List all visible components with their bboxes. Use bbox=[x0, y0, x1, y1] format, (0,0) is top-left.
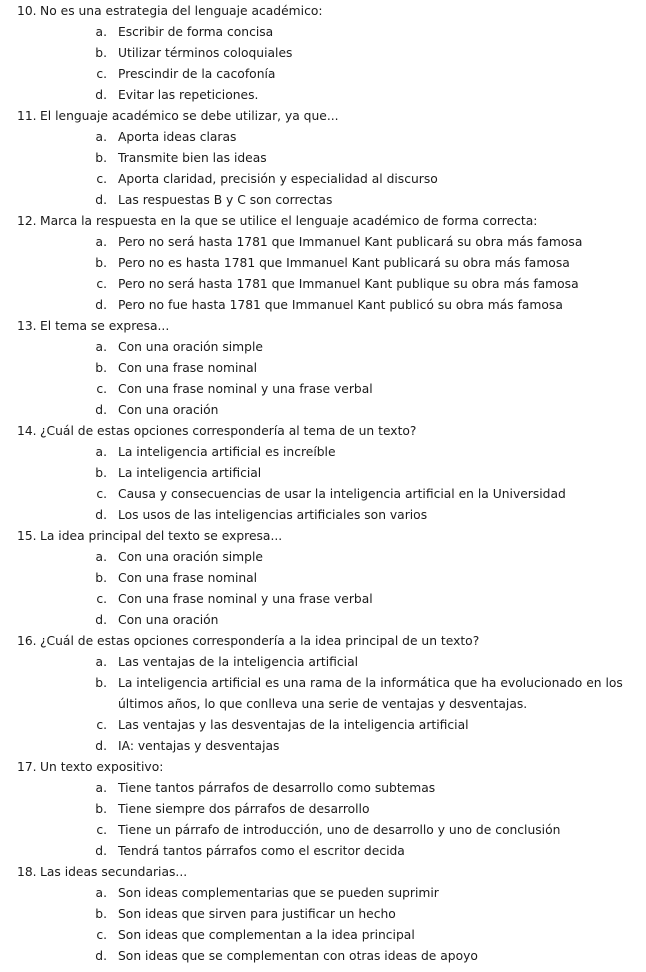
answer-option bbox=[0, 799, 646, 820]
option-letter: d. bbox=[95, 613, 107, 627]
question-heading bbox=[0, 526, 646, 547]
option-letter: b. bbox=[95, 151, 107, 165]
question-heading bbox=[0, 1, 646, 22]
answer-option bbox=[0, 358, 646, 379]
answer-option bbox=[0, 442, 646, 463]
option-letter: b. bbox=[95, 466, 107, 480]
option-letter: a. bbox=[95, 25, 107, 39]
answer-option bbox=[0, 652, 646, 673]
question-heading bbox=[0, 757, 646, 778]
question-text: ¿Cuál de estas opciones correspondería al tema de un texto? bbox=[40, 424, 417, 438]
option-text: La inteligencia artificial es increíble bbox=[118, 445, 336, 459]
question-block bbox=[0, 316, 646, 421]
option-text: Con una oración bbox=[118, 403, 219, 417]
question-text: No es una estrategia del lenguaje académico: bbox=[40, 4, 323, 18]
question-block bbox=[0, 862, 646, 967]
question-block bbox=[0, 106, 646, 211]
option-text: Pero no es hasta 1781 que Immanuel Kant publicará su obra más famosa bbox=[118, 256, 570, 270]
option-letter: d. bbox=[95, 298, 107, 312]
option-letter: a. bbox=[95, 886, 107, 900]
option-text: La inteligencia artificial bbox=[118, 466, 262, 480]
option-letter: a. bbox=[95, 445, 107, 459]
option-text: Son ideas complementarias que se pueden suprimir bbox=[118, 886, 439, 900]
option-letter: d. bbox=[95, 193, 107, 207]
option-letter: c. bbox=[96, 592, 107, 606]
answer-option bbox=[0, 379, 646, 400]
question-number: 15. bbox=[17, 529, 37, 543]
answer-option bbox=[0, 463, 646, 484]
option-text: Las ventajas y las desventajas de la inteligencia artificial bbox=[118, 718, 469, 732]
option-letter: a. bbox=[95, 130, 107, 144]
answer-option bbox=[0, 148, 646, 169]
question-block bbox=[0, 211, 646, 316]
answer-option bbox=[0, 883, 646, 904]
option-text: Con una frase nominal bbox=[118, 361, 258, 375]
option-letter: a. bbox=[95, 550, 107, 564]
answer-option bbox=[0, 568, 646, 589]
question-block bbox=[0, 631, 646, 757]
option-letter: b. bbox=[95, 907, 107, 921]
question-text: El tema se expresa... bbox=[40, 319, 170, 333]
question-heading bbox=[0, 631, 646, 652]
option-text: Tiene un párrafo de introducción, uno de desarrollo y uno de conclusión bbox=[118, 823, 561, 837]
answer-option bbox=[0, 673, 646, 715]
answer-option bbox=[0, 190, 646, 211]
question-text: El lenguaje académico se debe utilizar, ya que... bbox=[40, 109, 339, 123]
option-text: Las respuestas B y C son correctas bbox=[118, 193, 333, 207]
answer-option bbox=[0, 505, 646, 526]
option-text: Evitar las repeticiones. bbox=[118, 88, 259, 102]
question-number: 14. bbox=[17, 424, 37, 438]
question-number: 13. bbox=[17, 319, 37, 333]
answer-option bbox=[0, 925, 646, 946]
answer-option bbox=[0, 337, 646, 358]
option-letter: c. bbox=[96, 172, 107, 186]
option-letter: c. bbox=[96, 718, 107, 732]
option-letter: b. bbox=[95, 676, 107, 690]
question-number: 18. bbox=[17, 865, 37, 879]
option-text: Los usos de las inteligencias artificiales son varios bbox=[118, 508, 428, 522]
answer-option bbox=[0, 820, 646, 841]
answer-option bbox=[0, 232, 646, 253]
option-text: Con una frase nominal y una frase verbal bbox=[118, 382, 373, 396]
option-text: Pero no fue hasta 1781 que Immanuel Kant publicó su obra más famosa bbox=[118, 298, 563, 312]
answer-option bbox=[0, 484, 646, 505]
option-letter: b. bbox=[95, 361, 107, 375]
option-letter: b. bbox=[95, 256, 107, 270]
option-letter: c. bbox=[96, 487, 107, 501]
option-letter: d. bbox=[95, 844, 107, 858]
question-text: Marca la respuesta en la que se utilice el lenguaje académico de forma correcta: bbox=[40, 214, 538, 228]
option-text: Aporta claridad, precisión y especialidad al discurso bbox=[118, 172, 438, 186]
option-letter: c. bbox=[96, 277, 107, 291]
option-text: Transmite bien las ideas bbox=[118, 151, 267, 165]
option-letter: d. bbox=[95, 949, 107, 963]
option-letter: d. bbox=[95, 508, 107, 522]
question-text: Un texto expositivo: bbox=[40, 760, 164, 774]
answer-option bbox=[0, 85, 646, 106]
option-text: Las ventajas de la inteligencia artificial bbox=[118, 655, 359, 669]
question-block bbox=[0, 1, 646, 106]
option-text: Son ideas que sirven para justificar un hecho bbox=[118, 907, 396, 921]
answer-option bbox=[0, 589, 646, 610]
option-text: Tendrá tantos párrafos como el escritor decida bbox=[118, 844, 405, 858]
answer-option bbox=[0, 169, 646, 190]
question-block bbox=[0, 421, 646, 526]
answer-option bbox=[0, 400, 646, 421]
option-text: Tiene siempre dos párrafos de desarrollo bbox=[118, 802, 370, 816]
option-text: Son ideas que complementan a la idea principal bbox=[118, 928, 415, 942]
option-text: Aporta ideas claras bbox=[118, 130, 237, 144]
question-number: 11. bbox=[17, 109, 37, 123]
question-text: La idea principal del texto se expresa... bbox=[40, 529, 283, 543]
question-heading bbox=[0, 421, 646, 442]
option-text: La inteligencia artificial es una rama de la informática que ha evolucionado en los últimos años, lo que conlleva una serie de ventajas y desventajas. bbox=[118, 676, 623, 711]
option-text: Utilizar términos coloquiales bbox=[118, 46, 293, 60]
question-number: 16. bbox=[17, 634, 37, 648]
option-letter: b. bbox=[95, 46, 107, 60]
answer-option bbox=[0, 64, 646, 85]
answer-option bbox=[0, 904, 646, 925]
answer-option bbox=[0, 295, 646, 316]
option-text: Tiene tantos párrafos de desarrollo como subtemas bbox=[118, 781, 436, 795]
answer-option bbox=[0, 127, 646, 148]
option-text: Causa y consecuencias de usar la inteligencia artificial en la Universidad bbox=[118, 487, 566, 501]
option-letter: c. bbox=[96, 823, 107, 837]
option-text: Con una oración bbox=[118, 613, 219, 627]
question-number: 17. bbox=[17, 760, 37, 774]
answer-option bbox=[0, 43, 646, 64]
question-block bbox=[0, 526, 646, 631]
option-letter: d. bbox=[95, 739, 107, 753]
answer-option bbox=[0, 715, 646, 736]
option-text: Pero no será hasta 1781 que Immanuel Kant publique su obra más famosa bbox=[118, 277, 579, 291]
question-number: 10. bbox=[17, 4, 37, 18]
option-text: Prescindir de la cacofonía bbox=[118, 67, 276, 81]
answer-option bbox=[0, 610, 646, 631]
option-letter: a. bbox=[95, 781, 107, 795]
option-letter: a. bbox=[95, 235, 107, 249]
option-text: IA: ventajas y desventajas bbox=[118, 739, 280, 753]
answer-option bbox=[0, 274, 646, 295]
question-block bbox=[0, 757, 646, 862]
option-text: Son ideas que se complementan con otras ideas de apoyo bbox=[118, 949, 478, 963]
option-letter: a. bbox=[95, 340, 107, 354]
answer-option bbox=[0, 946, 646, 967]
option-text: Pero no será hasta 1781 que Immanuel Kant publicará su obra más famosa bbox=[118, 235, 583, 249]
question-number: 12. bbox=[17, 214, 37, 228]
question-heading bbox=[0, 862, 646, 883]
option-text: Con una frase nominal bbox=[118, 571, 258, 585]
option-letter: b. bbox=[95, 802, 107, 816]
answer-option bbox=[0, 736, 646, 757]
question-text: Las ideas secundarias... bbox=[40, 865, 188, 879]
question-heading bbox=[0, 316, 646, 337]
answer-option bbox=[0, 841, 646, 862]
option-letter: d. bbox=[95, 88, 107, 102]
option-letter: c. bbox=[96, 67, 107, 81]
answer-option bbox=[0, 778, 646, 799]
option-text: Con una frase nominal y una frase verbal bbox=[118, 592, 373, 606]
question-text: ¿Cuál de estas opciones correspondería a la idea principal de un texto? bbox=[40, 634, 480, 648]
answer-option bbox=[0, 547, 646, 568]
answer-option bbox=[0, 253, 646, 274]
answer-option bbox=[0, 22, 646, 43]
option-letter: c. bbox=[96, 928, 107, 942]
question-heading bbox=[0, 106, 646, 127]
option-letter: d. bbox=[95, 403, 107, 417]
option-letter: a. bbox=[95, 655, 107, 669]
option-text: Escribir de forma concisa bbox=[118, 25, 274, 39]
option-text: Con una oración simple bbox=[118, 340, 263, 354]
option-letter: c. bbox=[96, 382, 107, 396]
option-text: Con una oración simple bbox=[118, 550, 263, 564]
question-heading bbox=[0, 211, 646, 232]
option-letter: b. bbox=[95, 571, 107, 585]
